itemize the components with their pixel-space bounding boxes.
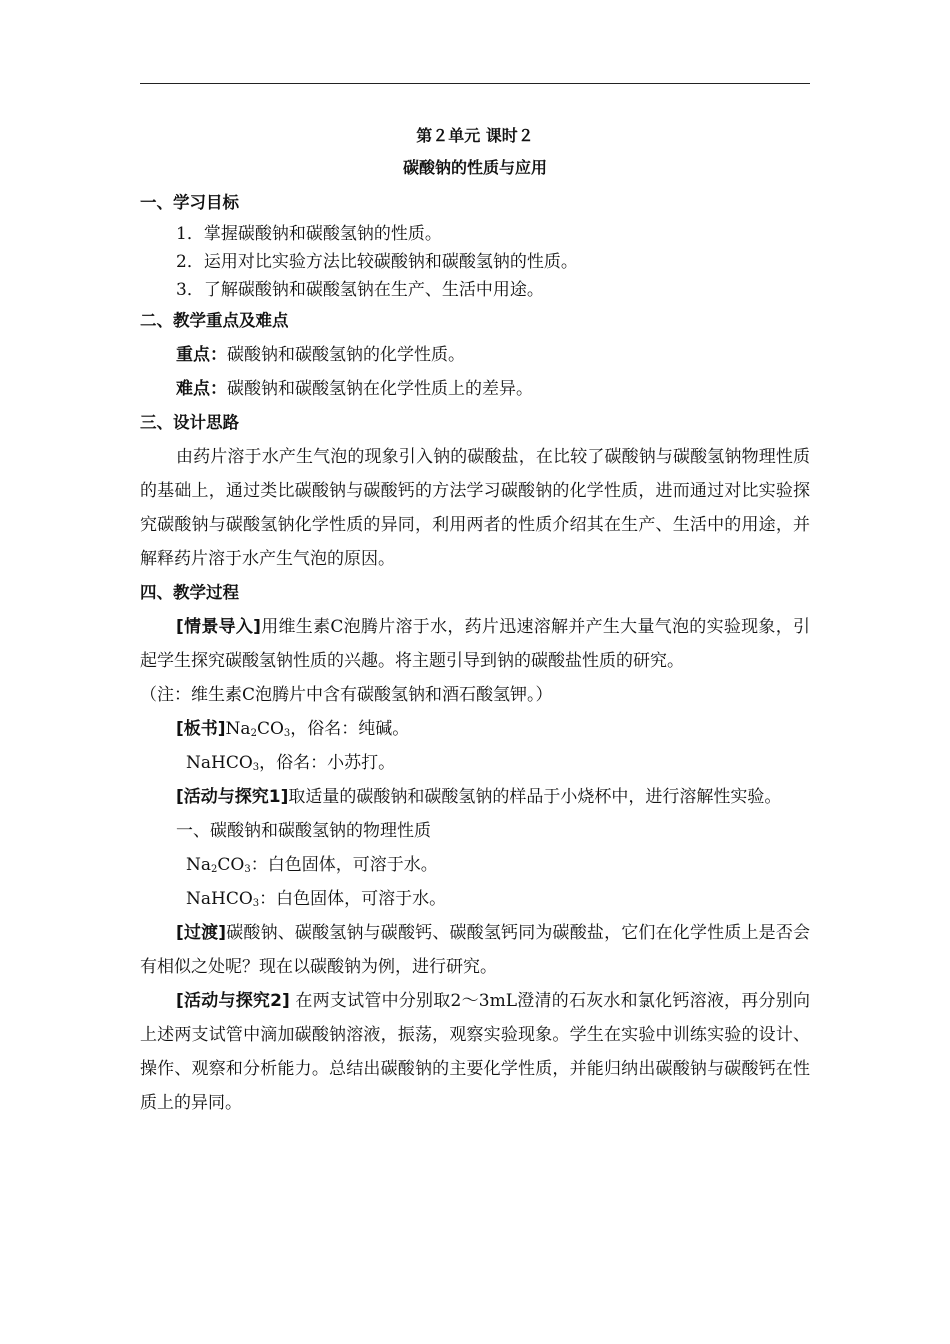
section-heading-keypoints: 二、教学重点及难点 <box>140 311 289 330</box>
difficult-point-text: 碳酸钠和碳酸氢钠在化学性质上的差异。 <box>227 379 533 399</box>
design-paragraph: 由药片溶于水产生气泡的现象引入钠的碳酸盐，在比较了碳酸钠与碳酸氢钠物理性质的基础上，通过类比碳酸钠与碳酸钙的方法学习碳酸钠的化学性质，进而通过对比实验探究碳酸钠与碳酸氢钠化学性质的异同，利用两者的性质介绍其在生产、生活中的用途，并解释药片溶于水产生气泡的原因。 <box>140 447 810 569</box>
formula-na2co3: $Na_2CO_3$ <box>225 719 291 739</box>
physical-properties-heading: 一、碳酸钠和碳酸氢钠的物理性质 <box>176 821 431 841</box>
goal-item-1: 1．掌握碳酸钠和碳酸氢钠的性质。 <box>176 224 442 244</box>
formula-nahco3: NaHCO$_3$ <box>186 889 260 909</box>
key-point <box>140 338 810 372</box>
key-point-text: 碳酸钠和碳酸氢钠的化学性质。 <box>227 345 465 365</box>
section-heading-process: 四、教学过程 <box>140 583 239 602</box>
activity-2-label: [活动与探究2] <box>176 991 290 1011</box>
physical-property-nahco3 <box>140 882 810 916</box>
difficult-point <box>140 372 810 406</box>
section-heading-design: 三、设计思路 <box>140 413 239 432</box>
board-line-1-text: ，俗名：纯碱。 <box>290 719 410 739</box>
scene-intro-paragraph <box>140 610 810 678</box>
transition-text: 碳酸钠、碳酸氢钠与碳酸钙、碳酸氢钙同为碳酸盐，它们在化学性质上是否会有相似之处呢？现在以碳酸钠为例，进行研究。 <box>140 923 810 977</box>
board-line-1 <box>140 712 810 746</box>
document-page <box>140 120 810 1120</box>
activity-2-text: 在两支试管中分别取2～3mL澄清的石灰水和氯化钙溶液，再分别向上述两支试管中滴加碳酸钠溶液，振荡，观察实验现象。学生在实验中训练实验的设计、操作、观察和分析能力。总结出碳酸钠的主要化学性质，并能归纳出碳酸钠与碳酸钙在性质上的异同。 <box>140 991 810 1113</box>
board-line-2-text: ，俗名：小苏打。 <box>259 753 396 773</box>
scene-intro-text: 用维生素C泡腾片溶于水，药片迅速溶解并产生大量气泡的实验现象，引起学生探究碳酸氢钠性质的兴趣。将主题引导到钠的碳酸盐性质的研究。 <box>140 617 810 671</box>
lesson-subtitle: 碳酸钠的性质与应用 <box>402 158 547 177</box>
activity-1-paragraph <box>140 780 810 814</box>
physical-property-na2co3-text: ：白色固体，可溶于水。 <box>250 855 438 875</box>
physical-property-na2co3 <box>140 848 810 882</box>
goal-item-3: 3．了解碳酸钠和碳酸氢钠在生产、生活中用途。 <box>176 280 544 300</box>
key-point-label: 重点： <box>176 345 227 365</box>
lesson-title: 第２单元 课时２ <box>416 126 534 145</box>
activity-1-text: 取适量的碳酸钠和碳酸氢钠的样品于小烧杯中，进行溶解性实验。 <box>288 787 782 807</box>
transition-label: [过渡] <box>176 923 227 943</box>
section-heading-goals: 一、学习目标 <box>140 193 239 212</box>
board-line-2 <box>140 746 810 780</box>
scene-intro-note: （注：维生素C泡腾片中含有碳酸氢钠和酒石酸氢钾。） <box>140 685 553 705</box>
activity-1-label: [活动与探究1] <box>176 787 289 807</box>
scene-intro-label: [情景导入] <box>176 617 261 637</box>
formula-nahco3: NaHCO$_3$ <box>186 753 260 773</box>
difficult-point-label: 难点： <box>176 379 227 399</box>
goal-item-2: 2．运用对比实验方法比较碳酸钠和碳酸氢钠的性质。 <box>176 252 578 272</box>
board-label: [板书] <box>176 719 226 739</box>
physical-property-nahco3-text: ：白色固体，可溶于水。 <box>259 889 447 909</box>
formula-na2co3: $Na_2CO_3$ <box>186 855 251 875</box>
activity-2-paragraph <box>140 984 810 1120</box>
header-rule <box>140 83 810 84</box>
transition-paragraph <box>140 916 810 984</box>
